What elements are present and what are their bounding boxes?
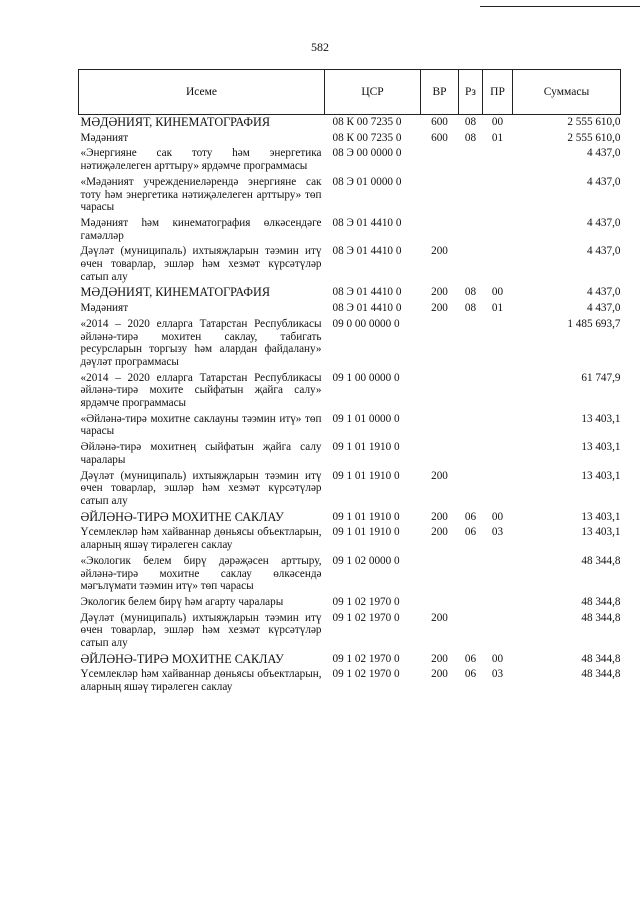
- cell-name: Үсемлекләр һәм хайваннар дөньясы объектларын, аларның яшәү тирәлеген саклау: [80, 668, 322, 694]
- cell-rz: 08: [464, 116, 477, 128]
- page-number: 582: [311, 40, 329, 54]
- cell-rz: 06: [464, 526, 477, 539]
- cell-name: «2014 – 2020 елларга Татарстан Республикасы әйләнә-тирә мохите сыйфатын җайга салу» ярдәмче программасы: [80, 371, 322, 410]
- cell-name: Экологик белем бирү һәм агарту чаралары: [80, 595, 284, 608]
- cell-pr: 00: [491, 286, 504, 299]
- cell-pr: [483, 318, 513, 372]
- table-header-row: [79, 70, 621, 115]
- cell-sum: 2 555 610,0: [567, 116, 621, 128]
- section-row: [79, 653, 621, 669]
- header-csr: ЦСР: [325, 70, 421, 115]
- cell-vr: [421, 176, 459, 217]
- cell-rz: 08: [464, 302, 477, 315]
- cell-csr: 09 1 00 0000 0: [332, 371, 400, 384]
- cell-sum: 4 437,0: [586, 175, 621, 188]
- cell-pr: [483, 596, 513, 612]
- cell-pr: [483, 555, 513, 596]
- cell-csr: 08 Э 01 4410 0: [332, 286, 402, 299]
- table-row: [79, 318, 621, 372]
- cell-sum: 48 344,8: [581, 595, 621, 608]
- cell-rz: 06: [464, 652, 477, 665]
- table-row: [79, 441, 621, 469]
- header-vr: ВР: [421, 70, 459, 115]
- cell-pr: 03: [491, 668, 504, 681]
- cell-pr: [483, 612, 513, 653]
- cell-name: Мәдәният: [80, 131, 129, 144]
- cell-vr: 200: [431, 668, 448, 681]
- cell-pr: [483, 176, 513, 217]
- cell-vr: 200: [431, 245, 448, 258]
- cell-vr: [421, 147, 459, 175]
- cell-rz: [459, 217, 483, 245]
- cell-vr: 200: [431, 652, 448, 665]
- cell-csr: 09 1 02 1970 0: [332, 652, 400, 665]
- cell-csr: 09 1 02 1970 0: [332, 595, 400, 608]
- cell-vr: 200: [431, 286, 448, 299]
- cell-csr: 09 1 01 0000 0: [332, 412, 400, 425]
- budget-table: [78, 69, 621, 697]
- cell-name: ӘЙЛӘНӘ-ТИРӘ МОХИТНЕ САКЛАУ: [80, 509, 284, 524]
- cell-sum: 48 344,8: [581, 652, 621, 665]
- cell-pr: 01: [491, 131, 504, 144]
- cell-sum: 4 437,0: [586, 216, 621, 229]
- cell-csr: 09 0 00 0000 0: [332, 317, 400, 330]
- table-row: [79, 413, 621, 441]
- top-rule: [480, 6, 640, 7]
- cell-pr: [483, 245, 513, 286]
- cell-name: Дәүләт (муниципаль) ихтыяҗларын тәэмин итү өчен товарлар, эшләр һәм хезмәт күрсәтүләр сатып алу: [80, 245, 322, 283]
- cell-name: Дәүләт (муниципаль) ихтыяҗларын тәэмин итү өчен товарлар, эшләр һәм хезмәт күрсәтүләр сатып алу: [80, 469, 322, 507]
- cell-name: «2014 – 2020 елларга Татарстан Республикасы әйләнә-тирә мохитен саклау, табигать ресурсларын торгызу һәм алардан файдалану» дәүләт программасы: [80, 317, 322, 368]
- cell-rz: 06: [464, 668, 477, 681]
- cell-rz: [459, 372, 483, 413]
- header-pr: ПР: [483, 70, 513, 115]
- cell-name: МӘДӘНИЯТ, КИНЕМАТОГРАФИЯ: [80, 115, 270, 129]
- cell-pr: 03: [491, 526, 504, 539]
- cell-vr: 200: [431, 510, 448, 523]
- header-rz: Рз: [459, 70, 483, 115]
- cell-rz: [459, 555, 483, 596]
- cell-csr: 08 Э 01 0000 0: [332, 175, 402, 188]
- cell-csr: 09 1 02 1970 0: [332, 611, 400, 624]
- cell-name: МӘДӘНИЯТ, КИНЕМАТОГРАФИЯ: [80, 285, 270, 300]
- cell-vr: [421, 413, 459, 441]
- cell-sum: 4 437,0: [586, 302, 621, 315]
- cell-name: «Энергияне сак тоту һәм энергетика нәтиҗәлелеген арттыру» ярдәмче программасы: [80, 147, 322, 173]
- cell-sum: 61 747,9: [581, 371, 621, 384]
- table-row: [79, 302, 621, 318]
- cell-rz: [459, 612, 483, 653]
- cell-vr: 600: [431, 131, 448, 144]
- cell-rz: [459, 470, 483, 511]
- cell-rz: 08: [464, 131, 477, 144]
- cell-sum: 48 344,8: [581, 668, 621, 681]
- cell-sum: 13 403,1: [581, 510, 621, 523]
- cell-sum: 13 403,1: [581, 469, 621, 482]
- table-row: [79, 217, 621, 245]
- cell-vr: 200: [431, 526, 448, 539]
- cell-rz: [459, 596, 483, 612]
- cell-csr: 09 1 01 1910 0: [332, 526, 400, 539]
- cell-csr: 09 1 01 1910 0: [332, 469, 400, 482]
- cell-csr: 08 Э 01 4410 0: [332, 302, 402, 315]
- cell-name: ӘЙЛӘНӘ-ТИРӘ МОХИТНЕ САКЛАУ: [80, 651, 284, 666]
- table-row: [79, 612, 621, 653]
- cell-vr: [421, 555, 459, 596]
- cell-name: Әйләнә-тирә мохитнең сыйфатын җайга салу чаралары: [80, 441, 322, 466]
- cell-csr: 08 Э 01 4410 0: [332, 245, 402, 258]
- cell-csr: 08 К 00 7235 0: [332, 131, 402, 144]
- cell-pr: [483, 372, 513, 413]
- cell-name: Мәдәният һәм кинематография өлкәсендәге гамәлләр: [80, 216, 322, 242]
- cell-sum: 13 403,1: [581, 526, 621, 539]
- cell-rz: [459, 147, 483, 175]
- cell-vr: [421, 217, 459, 245]
- table-row: [79, 596, 621, 612]
- cell-vr: [421, 318, 459, 372]
- cell-name: «Мәдәният учреждениеләрендә энергияне сак тоту һәм энергетика нәтиҗәлелеген арттыру» төп чарасы: [80, 175, 322, 214]
- cell-sum: 13 403,1: [581, 441, 621, 454]
- table-row: [79, 147, 621, 175]
- cell-csr: 09 1 02 0000 0: [332, 554, 400, 567]
- cell-pr: [483, 441, 513, 469]
- cell-csr: 08 Э 00 0000 0: [332, 147, 402, 160]
- cell-pr: 00: [491, 652, 504, 665]
- cell-csr: 08 К 00 7235 0: [332, 116, 402, 128]
- cell-pr: 00: [491, 510, 504, 523]
- cell-rz: 06: [464, 510, 477, 523]
- cell-rz: [459, 318, 483, 372]
- cell-csr: 09 1 02 1970 0: [332, 668, 400, 681]
- cell-name: Үсемлекләр һәм хайваннар дөньясы объектларын, аларның яшәү тирәлеген саклау: [80, 526, 322, 552]
- cell-csr: 09 1 01 1910 0: [332, 510, 400, 523]
- table-row: [79, 668, 621, 696]
- cell-sum: 48 344,8: [581, 611, 621, 624]
- cell-sum: 4 437,0: [586, 286, 621, 299]
- cell-pr: [483, 413, 513, 441]
- cell-pr: 00: [491, 116, 504, 128]
- table-body: [79, 115, 621, 697]
- cell-name: «Әйләнә-тирә мохитне саклауны тәэмин итү» төп чарасы: [80, 412, 322, 438]
- cell-rz: [459, 413, 483, 441]
- cell-name: Дәүләт (муниципаль) ихтыяҗларын тәэмин итү өчен товарлар, эшләр һәм хезмәт күрсәтүләр сатып алу: [80, 611, 322, 650]
- header-sum: Суммасы: [513, 70, 621, 115]
- cell-name: «Экологик белем бирү дәрәҗәсен арттыру, әйләнә-тирә мохитне саклау өлкәсендә мәгълүмати тәэмин итү» төп чарасы: [80, 554, 322, 593]
- cell-vr: 200: [431, 469, 448, 482]
- section-row: [79, 115, 621, 132]
- cell-pr: 01: [491, 302, 504, 315]
- cell-rz: 08: [464, 286, 477, 299]
- header-name: Исеме: [79, 70, 325, 115]
- section-row: [79, 286, 621, 302]
- cell-csr: 09 1 01 1910 0: [332, 441, 400, 454]
- cell-pr: [483, 470, 513, 511]
- table-row: [79, 245, 621, 286]
- cell-vr: 200: [431, 611, 448, 624]
- cell-sum: 4 437,0: [586, 245, 621, 258]
- cell-vr: [421, 441, 459, 469]
- cell-sum: 4 437,0: [586, 147, 621, 160]
- cell-vr: [421, 596, 459, 612]
- cell-vr: 600: [431, 116, 448, 128]
- table-row: [79, 372, 621, 413]
- cell-name: Мәдәният: [80, 302, 129, 315]
- cell-vr: [421, 372, 459, 413]
- cell-rz: [459, 245, 483, 286]
- cell-sum: 13 403,1: [581, 412, 621, 425]
- cell-pr: [483, 147, 513, 175]
- cell-sum: 2 555 610,0: [567, 131, 621, 144]
- cell-csr: 08 Э 01 4410 0: [332, 216, 402, 229]
- cell-rz: [459, 441, 483, 469]
- cell-sum: 1 485 693,7: [567, 317, 621, 330]
- cell-vr: 200: [431, 302, 448, 315]
- table-row: [79, 176, 621, 217]
- table-row: [79, 555, 621, 596]
- cell-pr: [483, 217, 513, 245]
- cell-sum: 48 344,8: [581, 554, 621, 567]
- table-row: [79, 470, 621, 511]
- cell-rz: [459, 176, 483, 217]
- section-row: [79, 511, 621, 527]
- table-row: [79, 526, 621, 554]
- table-row: [79, 132, 621, 148]
